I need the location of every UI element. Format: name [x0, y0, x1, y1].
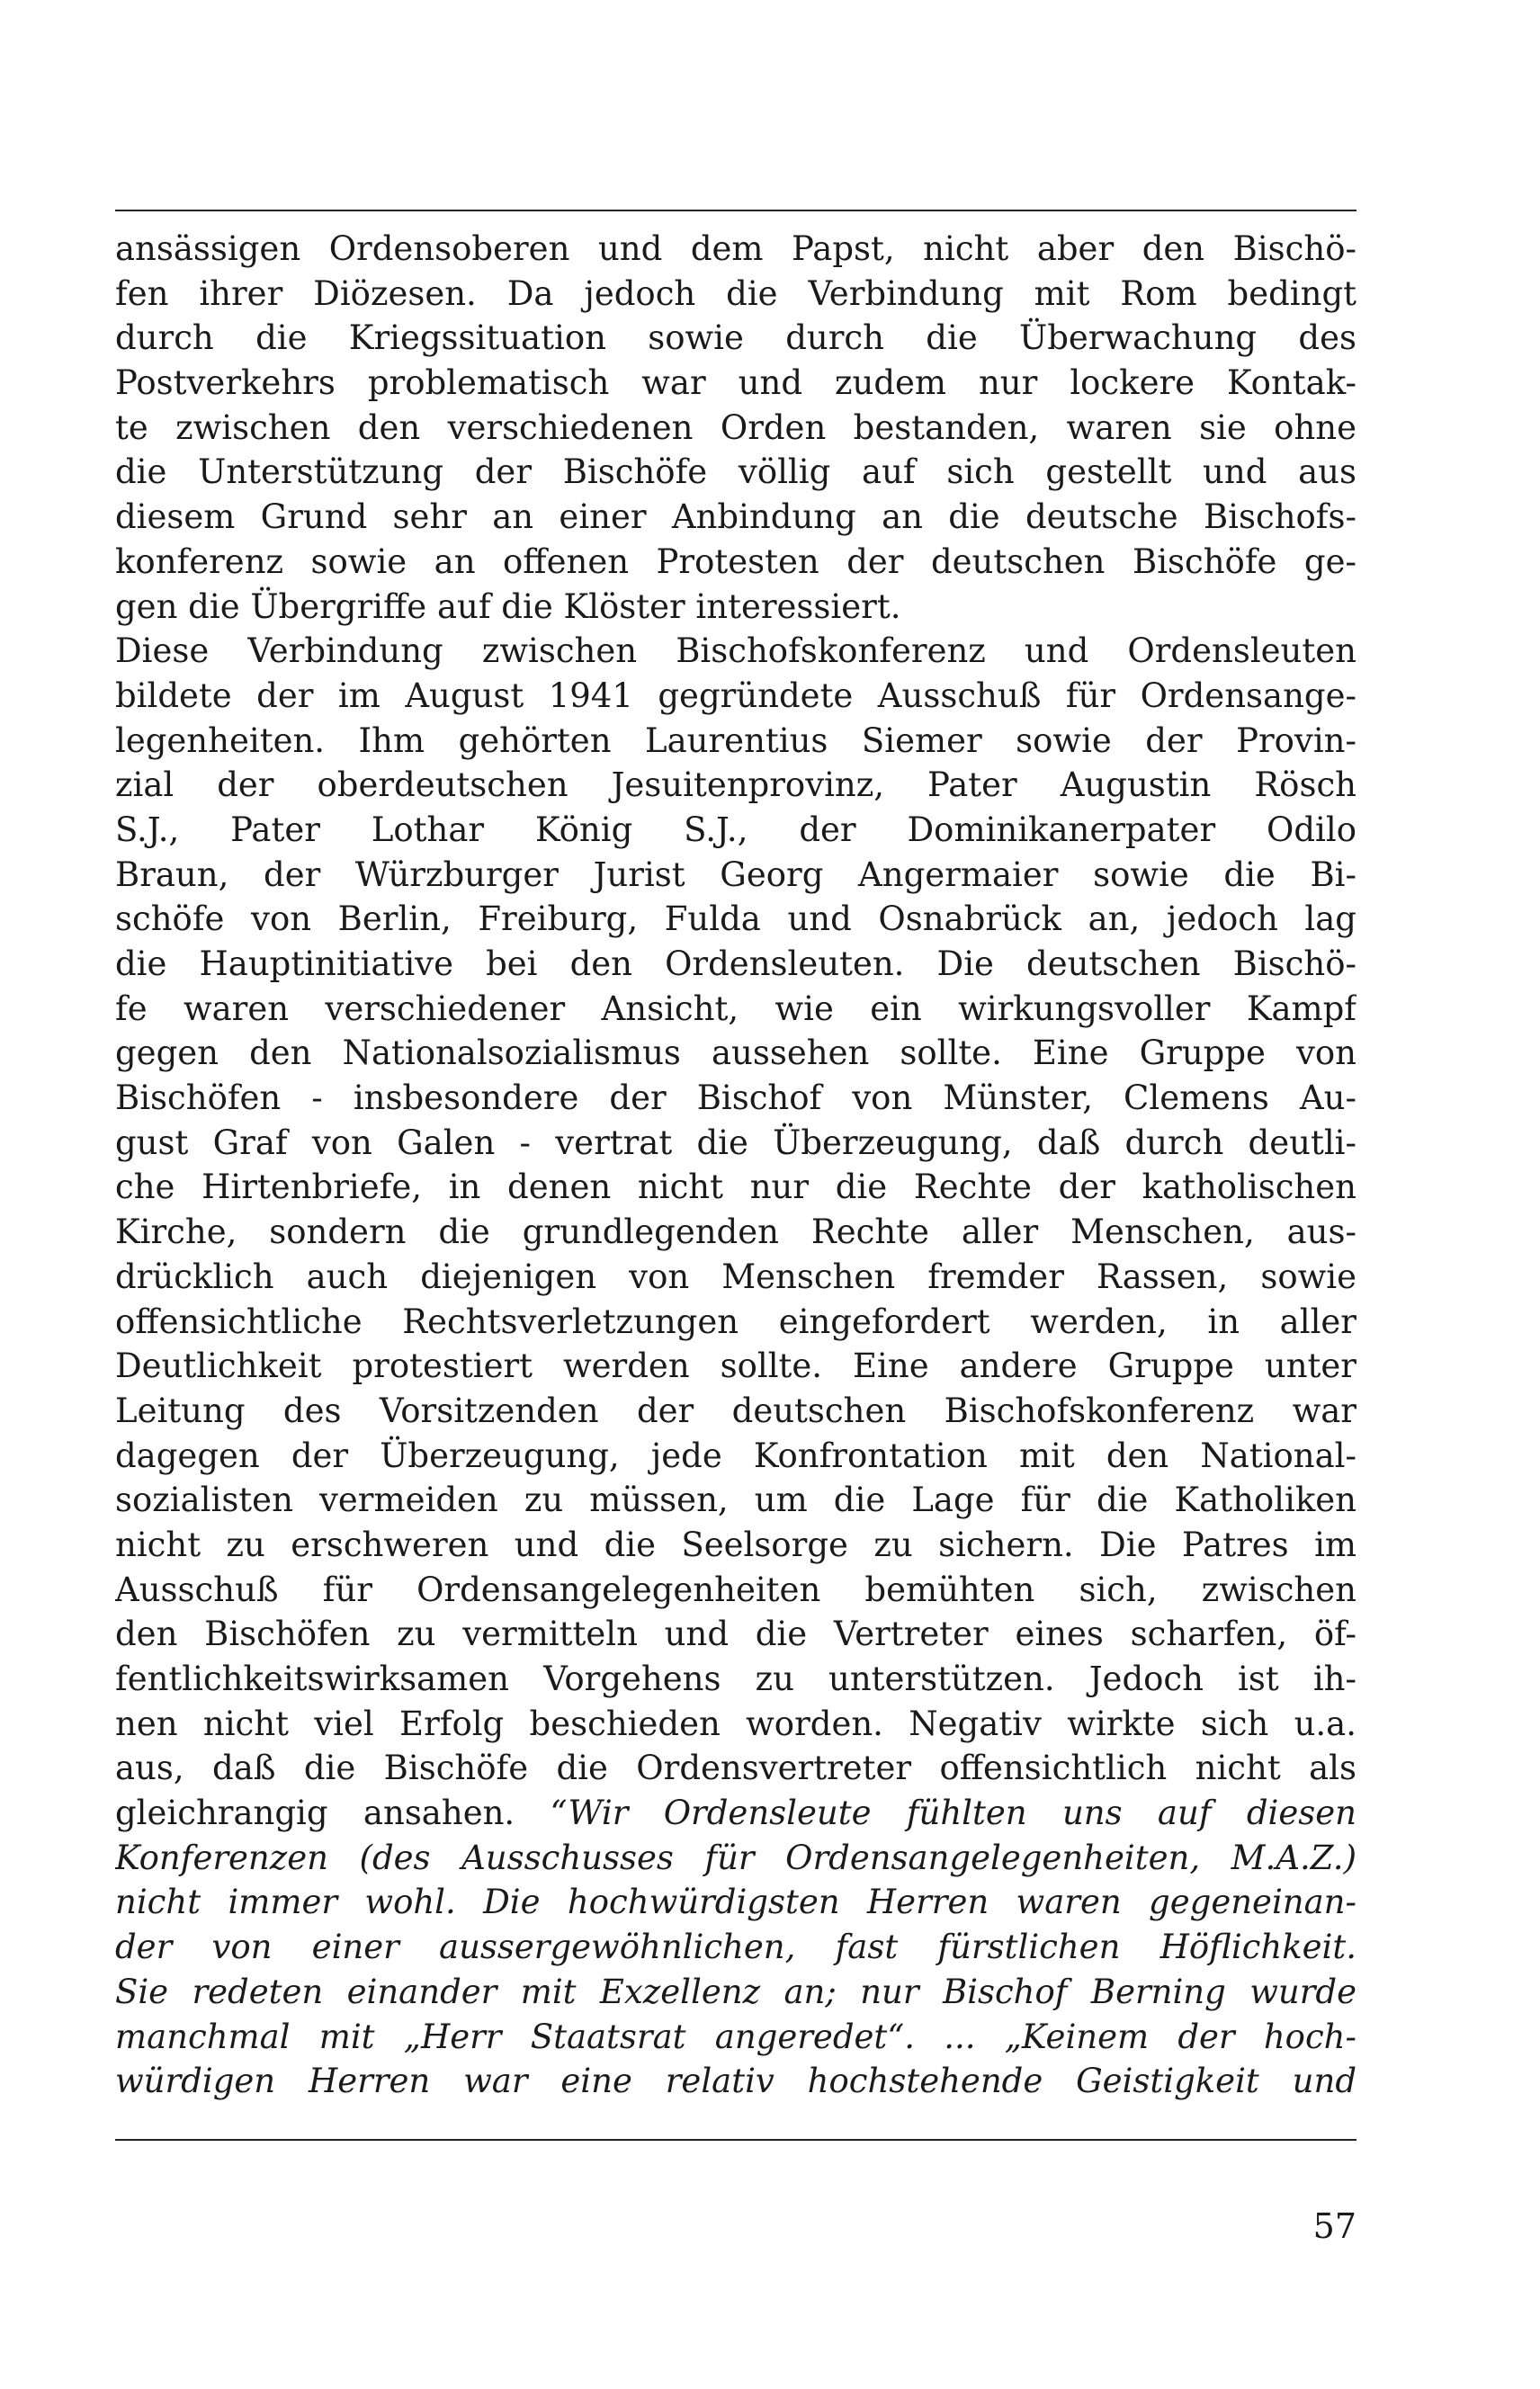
text-line: che Hirtenbriefe, in denen nicht nur die Rechte der katholischen — [115, 1168, 1356, 1207]
bottom-rule — [115, 2139, 1356, 2141]
roman-segment: gleichrangig ansahen. — [115, 1794, 551, 1833]
text-line: nen nicht viel Erfolg beschieden worden. Negativ wirkte sich u.a. — [115, 1704, 1356, 1743]
page-number: 57 — [1312, 2206, 1356, 2246]
text-line: ansässigen Ordensoberen und dem Papst, nicht aber den Bischö- — [115, 229, 1356, 268]
text-line: den Bischöfen zu vermitteln und die Vertreter eines scharfen, öf- — [115, 1615, 1356, 1654]
text-line: konferenz sowie an offenen Protesten der deutschen Bischöfe ge- — [115, 541, 1356, 581]
text-line: Braun, der Würzburger Jurist Georg Angermaier sowie die Bi- — [115, 854, 1356, 894]
text-line: offensichtliche Rechtsverletzungen eingefordert werden, in aller — [115, 1302, 1356, 1341]
mixed-quote-start-line — [115, 1791, 1356, 1836]
text-line: zial der oberdeutschen Jesuitenprovinz, Pater Augustin Rösch — [115, 765, 1356, 805]
text-line: Diese Verbindung zwischen Bischofskonferenz und Ordensleuten — [115, 631, 1356, 671]
text-line: schöfe von Berlin, Freiburg, Fulda und Osnabrück an, jedoch lag — [115, 899, 1356, 939]
top-rule — [115, 210, 1356, 211]
text-line: te zwischen den verschiedenen Orden bestanden, waren sie ohne — [115, 407, 1356, 447]
text-line: Deutlichkeit protestiert werden sollte. Eine andere Gruppe unter — [115, 1347, 1356, 1386]
text-line: nicht zu erschweren und die Seelsorge zu sichern. Die Patres im — [115, 1525, 1356, 1564]
text-line: aus, daß die Bischöfe die Ordensvertreter offensichtlich nicht als — [115, 1749, 1356, 1788]
text-line: gegen den Nationalsozialismus aussehen sollte. Eine Gruppe von — [115, 1033, 1356, 1073]
quote-segment: “Wir Ordensleute fühlten uns auf diesen — [550, 1794, 1356, 1833]
text-line: S.J., Pater Lothar König S.J., der Dominikanerpater Odilo — [115, 810, 1356, 849]
text-line: gust Graf von Galen - vertrat die Überzeugung, daß durch deutli- — [115, 1123, 1356, 1162]
text-line: durch die Kriegssituation sowie durch die Überwachung des — [115, 318, 1356, 358]
text-line: Leitung des Vorsitzenden der deutschen Bischofskonferenz war — [115, 1391, 1356, 1430]
text-line: legenheiten. Ihm gehörten Laurentius Siemer sowie der Provin- — [115, 720, 1356, 760]
text-line: Postverkehrs problematisch war und zudem nur lockere Kontak- — [115, 363, 1356, 403]
text-line: fentlichkeitswirksamen Vorgehens zu unterstützen. Jedoch ist ih- — [115, 1660, 1356, 1698]
text-line: die Hauptinitiative bei den Ordensleuten. Die deutschen Bischö- — [115, 944, 1356, 983]
body-text — [115, 227, 1356, 2104]
quote-line: Sie redeten einander mit Exzellenz an; nur Bischof Berning wurde — [115, 1972, 1356, 2011]
text-line: Kirche, sondern die grundlegenden Rechte aller Menschen, aus- — [115, 1212, 1356, 1252]
text-line: fe waren verschiedener Ansicht, wie ein wirkungsvoller Kampf — [115, 989, 1356, 1028]
quote-line: nicht immer wohl. Die hochwürdigsten Herren waren gegeneinan- — [115, 1883, 1356, 1922]
text-line: Bischöfen - insbesondere der Bischof von Münster, Clemens Au- — [115, 1078, 1356, 1118]
quote-line: würdigen Herren war eine relativ hochstehende Geistigkeit und — [115, 2062, 1356, 2101]
text-line: dagegen der Überzeugung, jede Konfrontation mit den National- — [115, 1436, 1356, 1475]
text-line: bildete der im August 1941 gegründete Ausschuß für Ordensange- — [115, 676, 1356, 715]
text-line: drücklich auch diejenigen von Menschen fremder Rassen, sowie — [115, 1257, 1356, 1296]
text-line: fen ihrer Diözesen. Da jedoch die Verbindung mit Rom bedingt — [115, 273, 1356, 313]
text-line: die Unterstützung der Bischöfe völlig auf sich gestellt und aus — [115, 452, 1356, 492]
paragraph-end-line: gen die Übergriffe auf die Klöster interessiert. — [115, 586, 901, 626]
quote-line: manchmal mit „Herr Staatsrat angeredet“. ... „Keinem der hoch- — [115, 2017, 1356, 2056]
text-line: sozialisten vermeiden zu müssen, um die Lage für die Katholiken — [115, 1481, 1356, 1520]
text-line: Ausschuß für Ordensangelegenheiten bemühten sich, zwischen — [115, 1570, 1356, 1609]
quote-line: der von einer aussergewöhnlichen, fast fürstlichen Höflichkeit. — [115, 1928, 1356, 1967]
quote-line: Konferenzen (des Ausschusses für Ordensangelegenheiten, M.A.Z.) — [115, 1838, 1356, 1877]
text-line: diesem Grund sehr an einer Anbindung an die deutsche Bischofs- — [115, 497, 1356, 537]
